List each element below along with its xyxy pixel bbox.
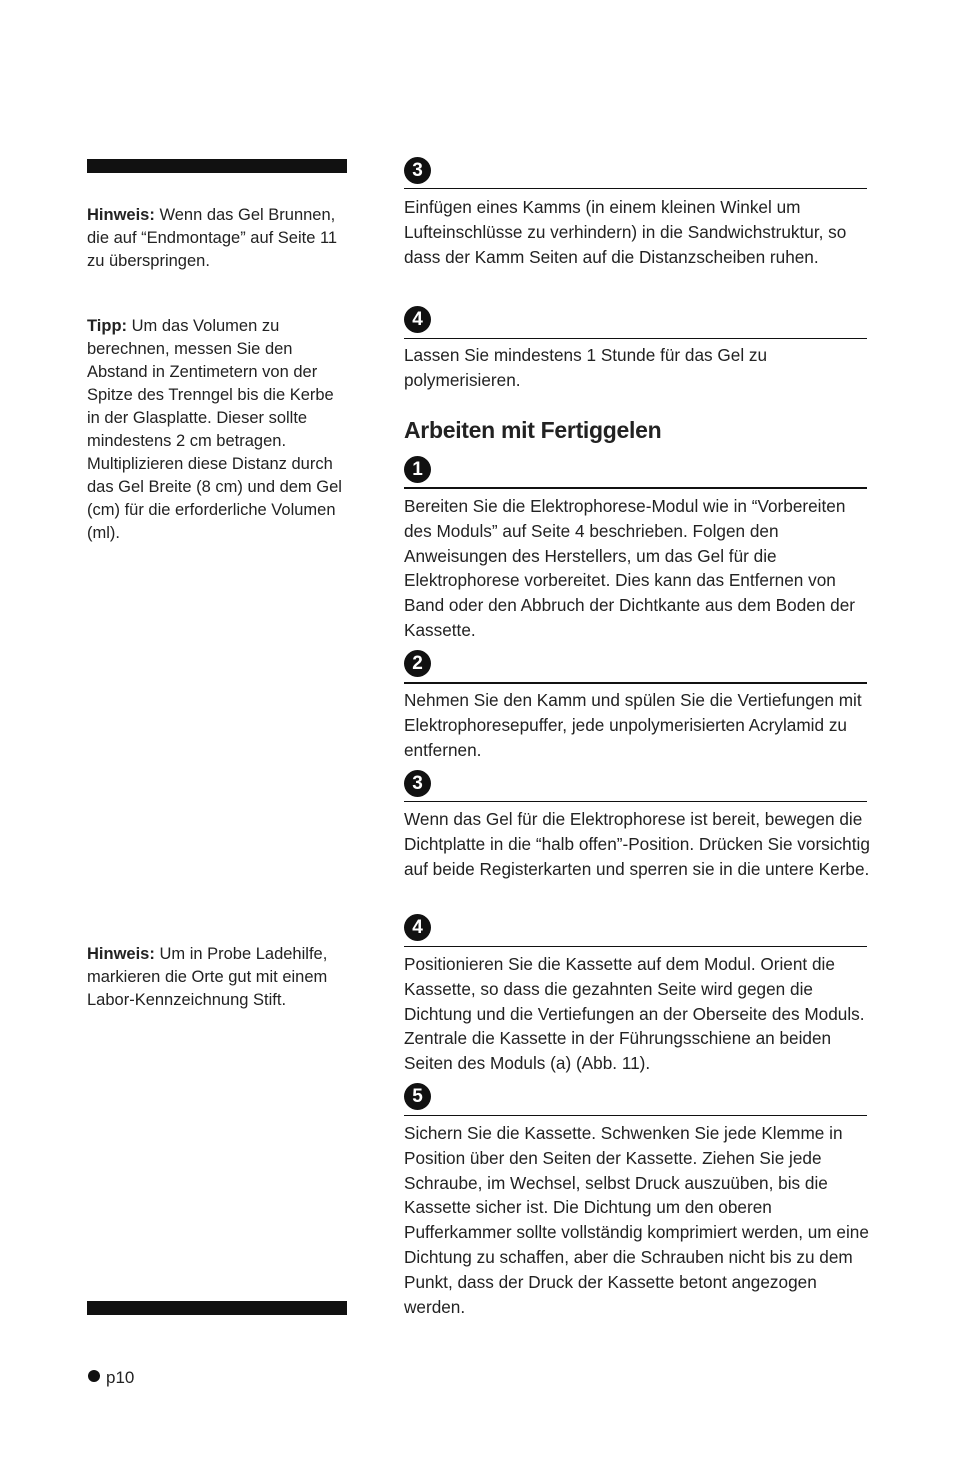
step-badge xyxy=(404,770,867,797)
note-label: Hinweis: xyxy=(87,945,155,963)
step-badge xyxy=(404,1083,867,1110)
step-badge xyxy=(404,914,867,941)
sidebar-bottom-bar xyxy=(87,1301,347,1315)
sidebar-note-endmontage xyxy=(87,204,349,273)
step-divider xyxy=(404,801,867,802)
note-text: Um in Probe Ladehilfe, markieren die Orte gut mit einem Labor-Kennzeichnung Stift. xyxy=(87,945,328,1009)
step-divider xyxy=(404,487,867,489)
step-badge xyxy=(404,456,867,483)
step-text: Bereiten Sie die Elektrophorese-Modul wie in “Vorbereiten des Moduls” auf Seite 4 beschrieben. Folgen den Anweisungen des Herstellers, um das Gel für die Elektrophorese vorbereitet. Dies kann das Entfernen von Band oder den Abbruch der Dichtkante aus dem Boden der Kassette. xyxy=(404,496,855,640)
step-divider xyxy=(404,682,867,684)
step-text: Sichern Sie die Kassette. Schwenken Sie jede Klemme in Position über den Seiten der Kassette. Ziehen Sie jede Schraube, im Wechsel, selbst Druck auszuüben, bis die Kassette sicher ist. Die Dichtung um den oberen Pufferkammer sollte vollständig komprimiert werden, um eine Dichtung zu schaffen, aber die Schrauben nicht bis zu dem Punkt, dass der Druck der Kassette betont angezogen werden. xyxy=(404,1123,869,1317)
page-number: p10 xyxy=(106,1368,135,1387)
step-text: Nehmen Sie den Kamm und spülen Sie die Vertiefungen mit Elektrophoresepuffer, jede unpolymerisierten Acrylamid zu entfernen. xyxy=(404,690,862,760)
step-badge xyxy=(404,157,867,184)
step-text: Einfügen eines Kamms (in einem kleinen Winkel um Lufteinschlüsse zu verhindern) in die Sandwichstruktur, so dass der Kamm Seiten auf die Distanzscheiben ruhen. xyxy=(404,197,847,267)
step-text: Wenn das Gel für die Elektrophorese ist bereit, bewegen die Dichtplatte in die “halb offen”-Position. Drücken Sie vorsichtig auf beide Registerkarten und sperren sie in die untere Kerbe. xyxy=(404,809,870,879)
step-badge xyxy=(404,650,867,677)
step-number-icon: 1 xyxy=(404,456,431,483)
note-text: Wenn das Gel Brunnen, die auf “Endmontage” auf Seite 11 zu überspringen. xyxy=(87,206,338,270)
step-divider xyxy=(404,338,867,339)
step-number-icon: 3 xyxy=(404,157,431,184)
page-footer xyxy=(88,1368,134,1388)
tip-text: Um das Volumen zu berechnen, messen Sie den Abstand in Zentimetern von der Spitze des Trenngel bis die Kerbe in der Glasplatte. Dieser sollte mindestens 2 cm betragen. Multiplizieren diese Distanz durch das Gel Breite (8 cm) und dem Gel (cm) für die erforderliche Volumen (ml). xyxy=(87,317,342,542)
step-number-icon: 3 xyxy=(404,770,431,797)
step-divider xyxy=(404,188,867,189)
step-text: Lassen Sie mindestens 1 Stunde für das Gel zu polymerisieren. xyxy=(404,345,768,390)
tip-label: Tipp: xyxy=(87,317,128,335)
note-label: Hinweis: xyxy=(87,206,155,224)
step-number-icon: 4 xyxy=(404,914,431,941)
step-text: Positionieren Sie die Kassette auf dem Modul. Orient die Kassette, so dass die gezahnten Seite wird gegen die Dichtung und die Vertiefungen an der Oberseite des Moduls. Zentrale die Kassette in der Führungsschiene an beiden Seiten des Moduls (a) (Abb. 11). xyxy=(404,954,865,1074)
step-number-icon: 2 xyxy=(404,650,431,677)
step-badge xyxy=(404,306,867,333)
sidebar-tip-volume xyxy=(87,315,345,545)
bullet-icon xyxy=(88,1370,100,1382)
section-heading: Arbeiten mit Fertiggelen xyxy=(404,417,662,443)
step-divider xyxy=(404,1115,867,1116)
step-number-icon: 5 xyxy=(404,1083,431,1110)
sidebar-top-bar xyxy=(87,159,347,173)
step-number-icon: 4 xyxy=(404,306,431,333)
step-divider xyxy=(404,946,867,947)
sidebar-note-ladehilfe xyxy=(87,943,349,1012)
